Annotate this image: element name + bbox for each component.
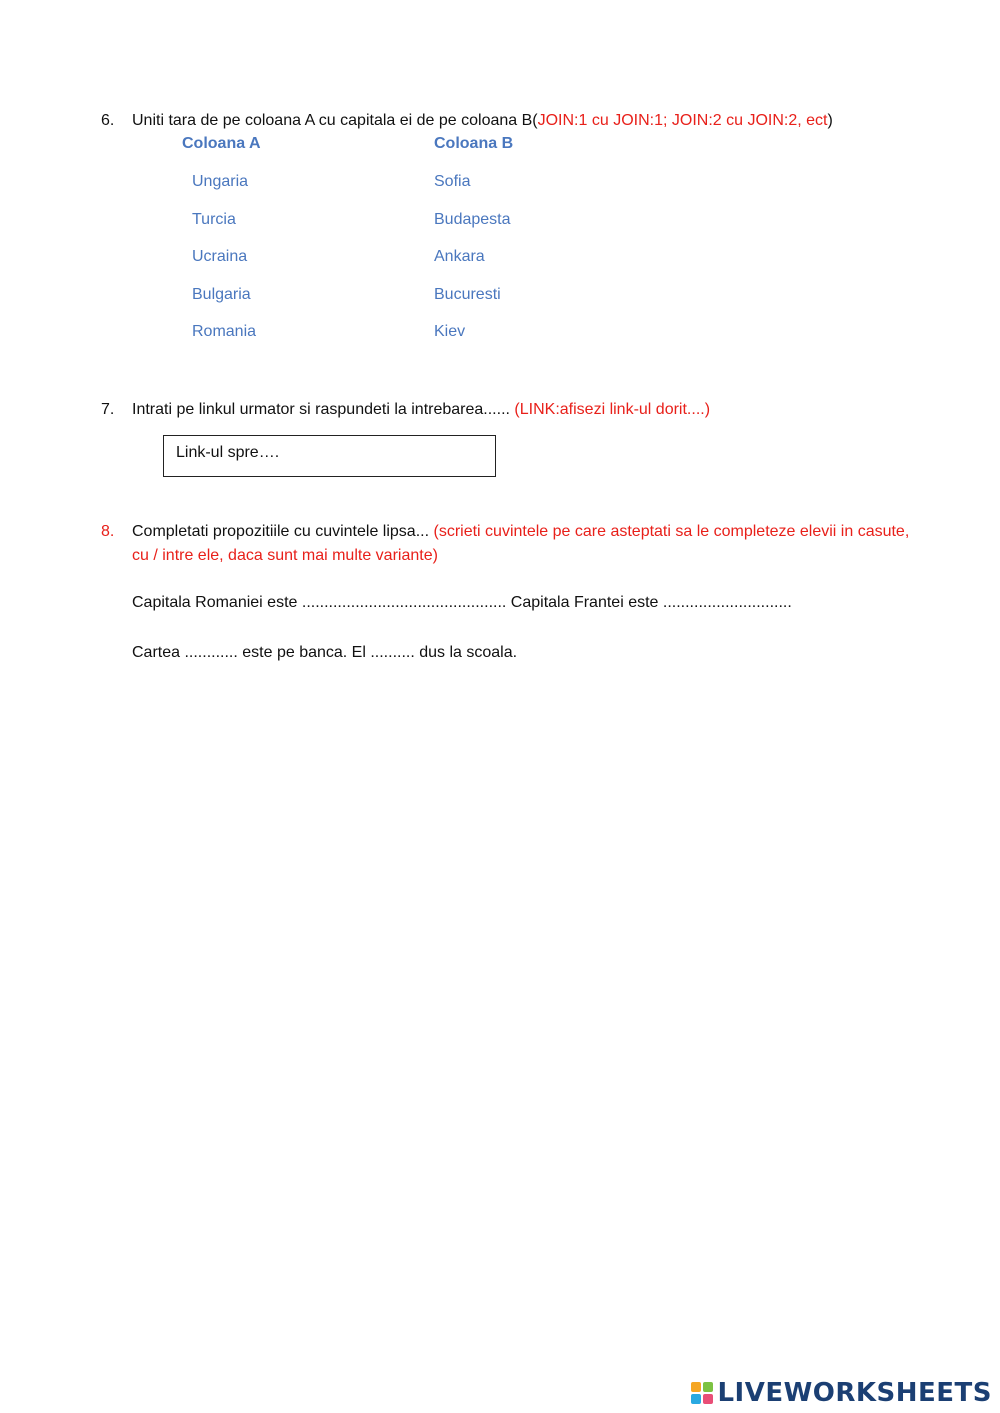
column-a-item[interactable]: Romania [192,323,257,340]
question-7-hint: (LINK:afisezi link-ul dorit....) [514,401,711,418]
question-8-prompt: Completati propozitiile cu cuvintele lipsa... [132,523,430,540]
column-b-item[interactable]: Budapesta [434,211,511,228]
column-a-item[interactable]: Bulgaria [192,286,251,303]
liveworksheets-logo [691,1379,992,1407]
question-6-hint: JOIN:1 cu JOIN:1; JOIN:2 cu JOIN:2, ect [537,112,828,129]
column-a-header: Coloana A [182,135,261,152]
column-b-header: Coloana B [434,135,514,152]
fill-in-line-2[interactable]: Cartea ............ este pe banca. El .......... dus la scoala. [132,644,518,661]
link-box[interactable]: Link-ul spre…. [163,435,496,477]
column-a-item[interactable]: Ungaria [192,173,249,190]
fill-in-line-1[interactable]: Capitala Romaniei este .............................................. Capitala Frantei este ............................. [132,594,792,611]
logo-text: LIVEWORKSHEETS [717,1378,992,1408]
column-b-item[interactable]: Ankara [434,248,485,265]
column-b-item[interactable]: Bucuresti [434,286,501,303]
question-6-text [132,109,912,133]
question-6-close: ) [827,112,833,129]
question-6-number: 6. [101,112,115,129]
question-8-hint: (scrieti cuvintele pe care asteptati sa le completeze elevii in casute, cu / intre ele, daca sunt mai multe variante) [132,523,910,564]
column-b-item[interactable]: Kiev [434,323,466,340]
column-a-item[interactable]: Ucraina [192,248,248,265]
column-a-item[interactable]: Turcia [192,211,236,228]
column-b-item[interactable]: Sofia [434,173,471,190]
logo-icon [691,1382,713,1404]
question-7-prompt: Intrati pe linkul urmator si raspundeti la intrebarea...... [132,401,510,418]
question-7-number: 7. [101,401,115,418]
question-7-text [132,398,912,422]
question-6-prompt: Uniti tara de pe coloana A cu capitala ei de pe coloana B( [132,112,538,129]
question-8-number: 8. [101,523,115,540]
question-8-text [132,520,912,568]
